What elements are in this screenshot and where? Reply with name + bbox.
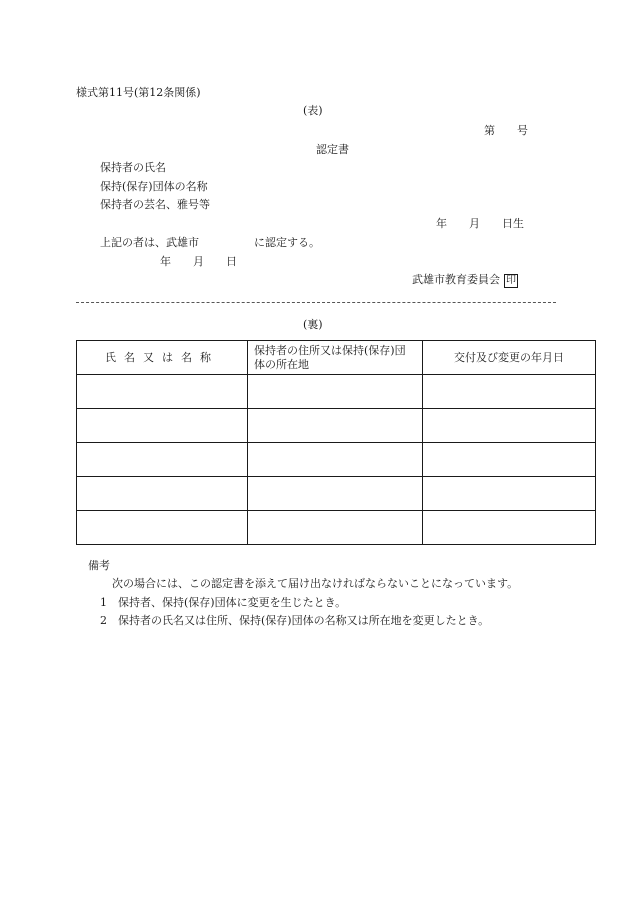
notes-heading: 備考 [88,559,110,572]
table-cell[interactable] [423,511,596,545]
table-row [77,409,596,443]
document-number-label: 第 号 [484,124,528,137]
column-header-date: 交付及び変更の年月日 [423,341,596,375]
table-cell[interactable] [248,477,423,511]
table-row [77,477,596,511]
form-number-label: 様式第11号(第12条関係) [76,86,201,99]
issue-date-label: 年 月 日 [160,255,237,268]
group-name-label: 保持(保存)団体の名称 [100,180,208,193]
certification-statement: 上記の者は、武雄市 に認定する。 [100,236,320,249]
table-cell[interactable] [248,375,423,409]
history-table [76,340,596,545]
table-row [77,443,596,477]
birth-date-label: 年 月 日生 [436,217,524,230]
table-cell[interactable] [423,375,596,409]
table-cell[interactable] [77,477,248,511]
table-cell[interactable] [248,409,423,443]
table-cell[interactable] [248,511,423,545]
column-header-name: 氏名又は名称 [77,341,248,375]
cut-line-divider [76,302,556,303]
issuer-name: 武雄市教育委員会 [412,273,500,286]
table-cell[interactable] [77,409,248,443]
seal-mark: 印 [506,275,516,286]
certificate-title: 認定書 [316,143,349,156]
table-cell[interactable] [248,443,423,477]
back-side-label: (裏) [303,318,323,331]
table-cell[interactable] [423,409,596,443]
notes-item-2: 2 保持者の氏名又は住所、保持(保存)団体の名称又は所在地を変更したとき。 [100,614,490,627]
holder-name-label: 保持者の氏名 [100,161,166,174]
table-cell[interactable] [77,511,248,545]
column-header-address: 保持者の住所又は保持(保存)団体の所在地 [248,341,423,375]
table-cell[interactable] [77,375,248,409]
table-header-row [77,341,596,375]
stage-name-label: 保持者の芸名、雅号等 [100,198,210,211]
table-cell[interactable] [77,443,248,477]
table-row [77,511,596,545]
issuer-block [412,273,518,288]
notes-item-1: 1 保持者、保持(保存)団体に変更を生じたとき。 [100,596,347,609]
notes-intro: 次の場合には、この認定書を添えて届け出なければならないことになっています。 [112,577,519,590]
table-cell[interactable] [423,477,596,511]
table-row [77,375,596,409]
table-cell[interactable] [423,443,596,477]
front-side-label: (表) [303,104,323,117]
